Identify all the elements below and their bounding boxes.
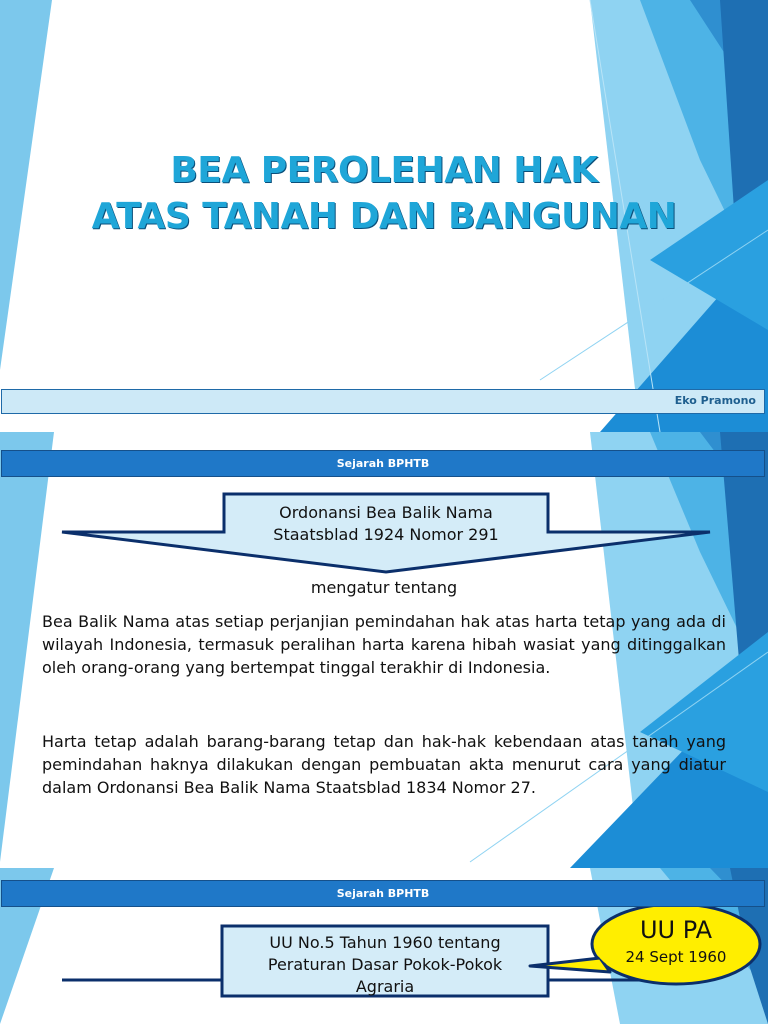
slide-header: Sejarah BPHTB: [1, 450, 765, 477]
callout-line-3: Agraria: [355, 977, 415, 996]
callout-box: [222, 932, 548, 998]
callout-line-1: UU No.5 Tahun 1960 tentang: [269, 933, 501, 952]
history-slide-1: [0, 432, 768, 868]
paragraph-2: Harta tetap adalah barang-barang tetap dan hak-hak kebendaan atas tanah yang pemindahan haknya dilakukan dengan pembuatan akta menurut cara yang diatur dalam Ordonansi Bea Balik Nama Staatsblad 1834 Nomor 27.: [42, 732, 726, 797]
subheading: mengatur tentang: [310, 578, 458, 597]
title-slide: [0, 0, 768, 432]
callout-line-2: Staatsblad 1924 Nomor 291: [273, 525, 499, 544]
slide-header: Sejarah BPHTB: [1, 880, 765, 907]
author-bar: [1, 389, 765, 414]
history-slide-2: [0, 868, 768, 1024]
callout-box: [224, 502, 548, 546]
paragraph-1: Bea Balik Nama atas setiap perjanjian pemindahan hak atas harta tetap yang ada di wilayah Indonesia, termasuk peralihan harta karena hibah wasiat yang ditinggalkan oleh orang-orang yang bertempat tinggal terakhir di Indonesia.: [42, 612, 726, 677]
title-line-1: BEA PEROLEHAN HAK: [170, 150, 598, 191]
bubble-subtitle: 24 Sept 1960: [625, 948, 727, 966]
author-name: Eko Pramono: [674, 394, 756, 407]
callout-line-2: Peraturan Dasar Pokok-Pokok: [267, 955, 503, 974]
bubble-title: UU PA: [639, 916, 713, 944]
title-line-2: ATAS TANAH DAN BANGUNAN: [91, 196, 677, 237]
callout-line-1: Ordonansi Bea Balik Nama: [279, 503, 493, 522]
